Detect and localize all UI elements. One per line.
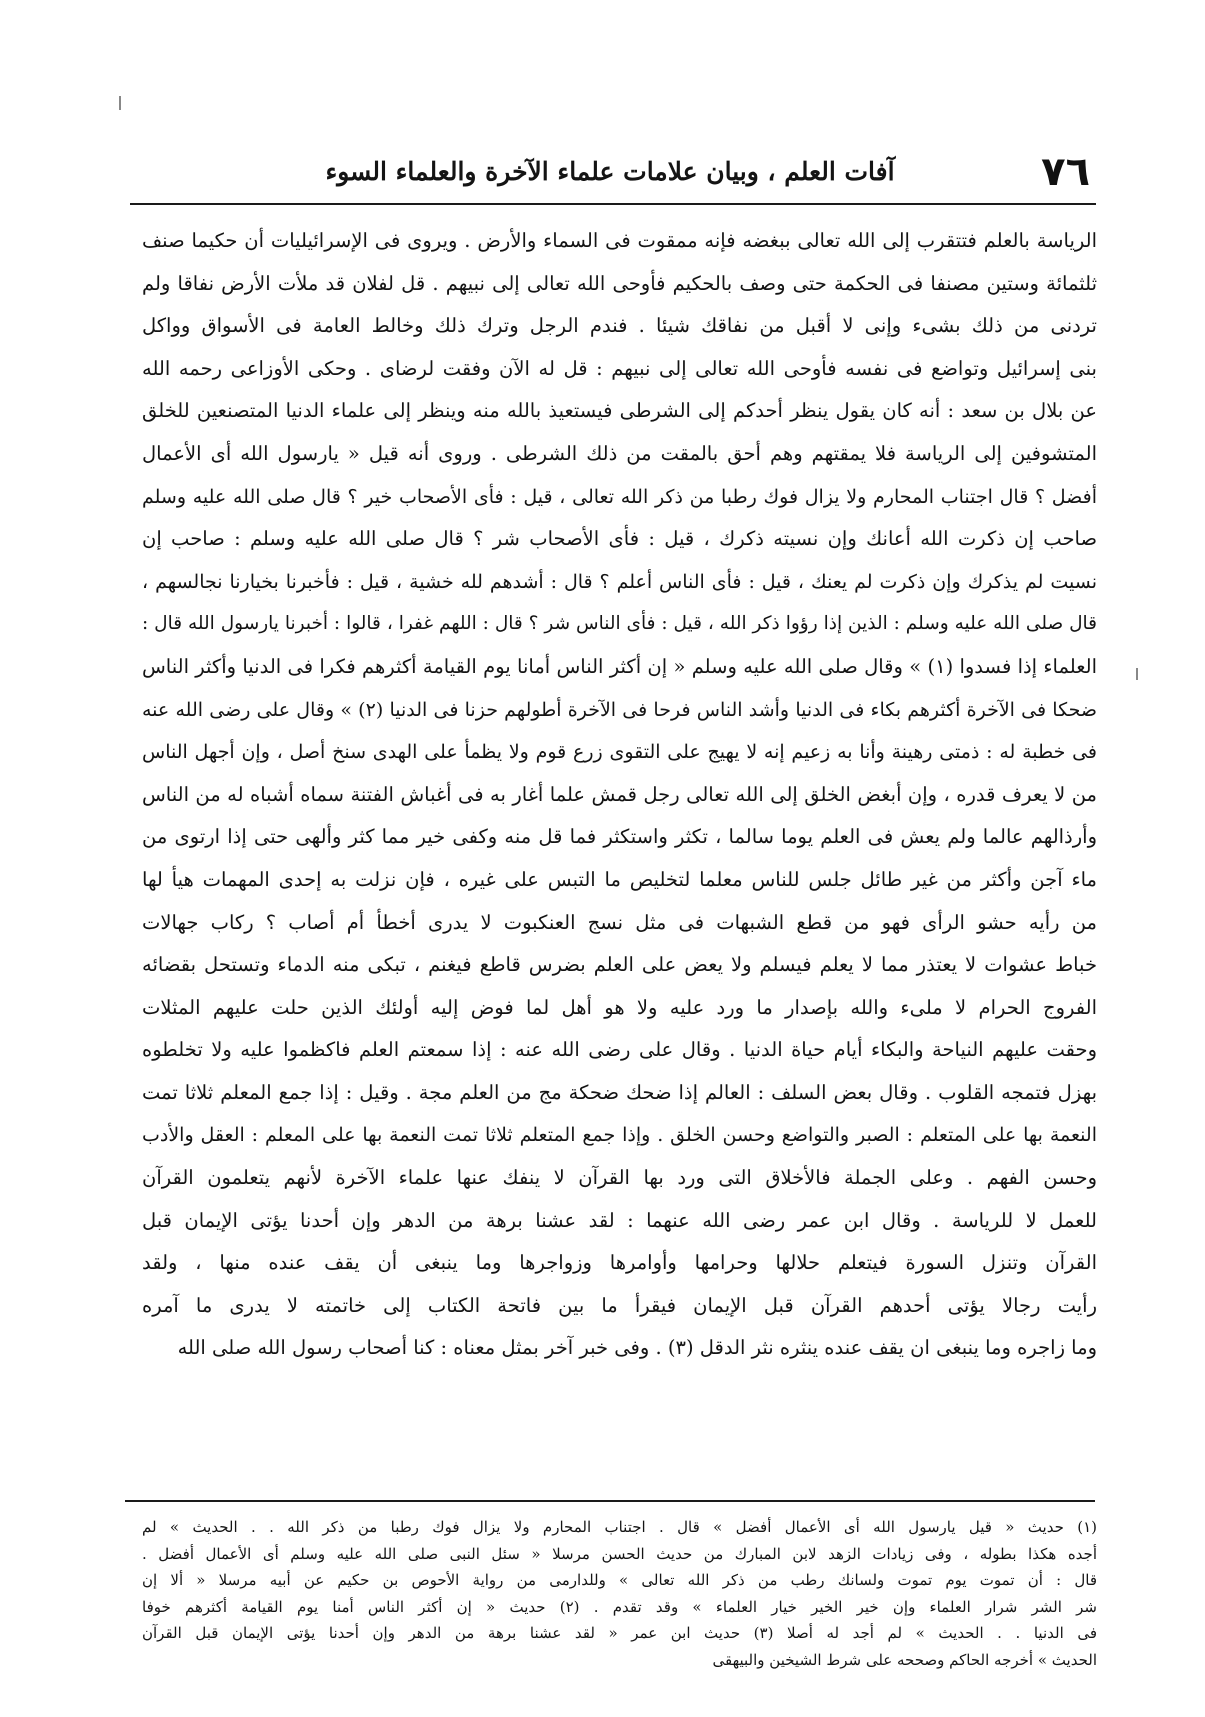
text-line: أفضل ؟ قال اجتناب المحارم ولا يزال فوك رطبا من ذكر الله تعالى ، قيل : فأى الأصحاب خير ؟ قال صلى الله عليه وسلم [142,485,1097,508]
text-line: المتشوفين إلى الرياسة فلا يمقتهم وهم أحق بالمقت من ذلك الشرطى . وروى أنه قيل « يارسول الله أى الأعمال [142,441,1097,465]
header-rule [130,203,1096,205]
footnotes [142,1514,1097,1673]
footnote-line: شر الشر شرار العلماء وإن خير الخير خيار العلماء » وقد تقدم . (٢) حديث « إن أكثر الناس أمنا يوم القيامة أكثرهم خوفا [142,1597,1097,1616]
footnote-line: أجده هكذا بطوله ، وفى زيادات الزهد لابن المبارك من حديث الحسن مرسلا « سئل النبى صلى الله عليه وسلم أى الأعمال أفضل . [142,1544,1097,1563]
footnote-line: الحديث » أخرجه الحاكم وصححه على شرط الشيخين والبيهقى [712,1650,1097,1669]
text-line: رأيت رجالا يؤتى أحدهم القرآن قبل الإيمان فيقرأ ما بين فاتحة الكتاب إلى خاتمته لا يدرى ما آمره [142,1293,1097,1317]
text-line: تردنى من ذلك بشىء وإنى لا أقبل من نفاقك شيئا . فندم الرجل وترك ذلك وخالط العامة فى الأسواق وواكل [142,314,1097,338]
page-header [130,148,1090,198]
text-line: العلماء إذا فسدوا (١) » وقال صلى الله عليه وسلم « إن أكثر الناس أمانا يوم القيامة أكثرهم فكرا فى الدنيا وأكثر الناس [142,654,1097,678]
footnote-line: (١) حديث « قيل يارسول الله أى الأعمال أفضل » قال . اجتناب المحارم ولا يزال فوك رطبا من ذكر الله . . الحديث » لم [142,1518,1097,1536]
footnote-line: فى الدنيا . . الحديث » لم أجد له أصلا (٣) حديث ابن عمر « لقد عشنا برهة من الدهر وإن أحدنا يؤتى الإيمان قبل القرآن [142,1624,1097,1642]
scan-speck [119,96,121,110]
text-line: وحسن الفهم . وعلى الجملة فالأخلاق التى ورد بها القرآن لا ينفك عنها علماء الآخرة لأنهم يتعلمون القرآن [142,1166,1097,1190]
scan-speck [1136,668,1138,680]
text-line: ثلثمائة وستين مصنفا فى الحكمة حتى وصف بالحكيم فأوحى الله تعالى إلى نبيهم . قل لفلان قد ملأت الأرض نفاقا ولم [142,271,1097,295]
text-line: ضحكا فى الآخرة أكثرهم بكاء فى الدنيا وأشد الناس فرحا فى الآخرة أطولهم حزنا فى الدنيا (٢) » وقال على رضى الله عنه [142,698,1097,721]
text-line: ماء آجن وأكثر من غير طائل جلس للناس معلما لتخليص ما التبس على غيره ، فإن نزلت به إحدى المهمات هيأ لها [142,867,1097,891]
page-number: ٧٦ [1041,149,1090,195]
text-line: القرآن وتنزل السورة فيتعلم حلالها وحرامها وأوامرها وزواجرها وما ينبغى أن يقف عنده منها ، ولقد [142,1251,1097,1275]
text-line: قال صلى الله عليه وسلم : الذين إذا رؤوا ذكر الله ، قيل : فأى الناس شر ؟ قال : اللهم غفرا ، قالوا : أخبرنا يارسول الله قال : [142,613,1097,635]
text-line: بنى إسرائيل وتواضع فى نفسه فأوحى الله تعالى إلى نبيهم : قل له الآن وفقت لرضاى . وحكى الأوزاعى رحمه الله [142,356,1097,380]
text-line: من رأيه حشو الرأى فهو من قطع الشبهات فى مثل نسج العنكبوت لا يدرى أخطأ أم أصاب ؟ ركاب جهالات [142,910,1097,934]
text-line: بهزل فتمجه القلوب . وقال بعض السلف : العالم إذا ضحك ضحكة مج من العلم مجة . وقيل : إذا جمع المعلم ثلاثا تمت [142,1080,1097,1104]
text-line: للعمل لا للرياسة . وقال ابن عمر رضى الله عنهما : لقد عشنا برهة من الدهر وإن أحدنا يؤتى الإيمان قبل [142,1208,1097,1232]
text-line: خباط عشوات لا يعتذر مما لا يعلم فيسلم ولا يعض على العلم بضرس قاطع فيغنم ، تبكى منه الدماء وتستحل بقضائه [142,953,1097,977]
text-line: فى خطبة له : ذمتى رهينة وأنا به زعيم إنه لا يهيج على التقوى زرع قوم ولا يظمأ على الهدى سنخ أصل ، وإن أجهل الناس [142,741,1097,764]
footnote-line: قال : أن تموت يوم تموت ولسانك رطب من ذكر الله تعالى » وللدارمى من رواية الأحوص بن حكيم عن أبيه مرسلا « ألا إن [142,1571,1097,1589]
text-line: نسيت لم يذكرك وإن ذكرت لم يعنك ، قيل : فأى الناس أعلم ؟ قال : أشدهم لله خشية ، قيل : فأخبرنا بخيارنا نجالسهم ، [142,570,1097,593]
text-line: من لا يعرف قدره ، وإن أبغض الخلق إلى الله تعالى رجل قمش علما أغار به فى أغباش الفتنة سماه أشباه له من الناس [142,782,1097,806]
text-line: الرياسة بالعلم فتتقرب إلى الله تعالى ببغضه فإنه ممقوت فى السماء والأرض . ويروى فى الإسرائيليات أن حكيما صنف [142,229,1097,252]
text-line: وما زاجره وما ينبغى ان يقف عنده ينثره نثر الدقل (٣) . وفى خبر آخر بمثل معناه : كنا أصحاب رسول الله صلى الله [177,1336,1097,1360]
text-line: الفروج الحرام لا ملىء والله بإصدار ما ورد عليه ولا هو أهل لما فوض إليه أولئك الذين حلت عليهم المثلات [142,995,1097,1019]
text-line: وأرذالهم عالما ولم يعش فى العلم يوما سالما ، تكثر واستكثر فما قل منه وكفى خير مما كثر وألهى حتى إذا ارتوى من [142,825,1097,849]
running-head: آفات العلم ، وبيان علامات علماء الآخرة والعلماء السوء [325,157,895,186]
main-text [142,220,1097,1370]
text-line: عن بلال بن سعد : أنه كان يقول ينظر أحدكم إلى الشرطى فيستعيذ بالله منه وينظر إلى علماء الدنيا المتصنعين للخلق [142,399,1097,423]
text-line: صاحب إن ذكرت الله أعانك وإن نسيته ذكرك ، قيل : فأى الأصحاب شر ؟ قال صلى الله عليه وسلم : صاحب إن [142,527,1097,551]
text-line: النعمة بها على المتعلم : الصبر والتواضع وحسن الخلق . وإذا جمع المتعلم ثلاثا تمت النعمة بها على المعلم : العقل والأدب [142,1124,1097,1147]
text-line: وحقت عليهم النياحة والبكاء أيام حياة الدنيا . وقال على رضى الله عنه : إذا سمعتم العلم فاكظموا عليه ولا تخلطوه [142,1038,1097,1062]
footnote-rule [125,1500,1095,1502]
